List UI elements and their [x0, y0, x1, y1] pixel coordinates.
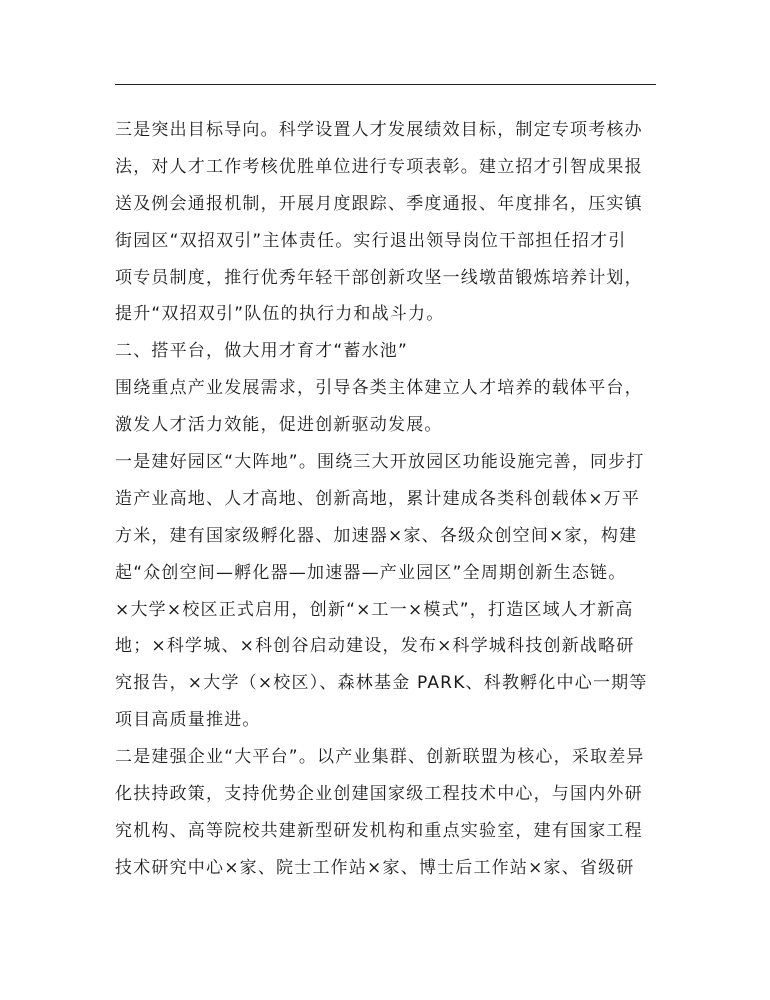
body-text [115, 112, 675, 887]
text-line-16: 究报告，×大学（×校区）、森林基金 PARK、科教孵化中心一期等 [115, 673, 648, 694]
text-line-8: 围绕重点产业发展需求，引导各类主体建立人才培养的载体平台， [115, 378, 643, 399]
text-line-14: ×大学×校区正式启用，创新“×工一×模式”，打造区域人才新高 [115, 599, 634, 620]
text-line-2: 法，对人才工作考核优胜单位进行专项表彰。建立招才引智成果报 [115, 156, 643, 177]
text-line-20: 究机构、高等院校共建新型研发机构和重点实验室，建有国家工程 [115, 820, 643, 841]
text-line-9: 激发人才活力效能，促进创新驱动发展。 [115, 415, 443, 436]
header-rule [115, 84, 656, 85]
text-line-15: 地；×科学城、×科创谷启动建设，发布×科学城科技创新战略研 [115, 636, 635, 657]
text-line-6: 提升“双招双引”队伍的执行力和战斗力。 [115, 304, 445, 325]
text-line-21: 技术研究中心×家、院士工作站×家、博士后工作站×家、省级研 [115, 857, 635, 878]
text-line-1: 三是突出目标导向。科学设置人才发展绩效目标，制定专项考核办 [115, 120, 643, 140]
text-line-10: 一是建好园区“大阵地”。围绕三大开放园区功能设施完善，同步打 [115, 452, 645, 473]
text-line-4: 街园区“双招双引”主体责任。实行退出领导岗位干部担任招才引 [115, 230, 627, 251]
text-line-13: 起“众创空间—孵化器—加速器—产业园区”全周期创新生态链。 [115, 562, 627, 583]
text-line-3: 送及例会通报机制，开展月度跟踪、季度通报、年度排名，压实镇 [115, 193, 643, 214]
text-line-11: 造产业高地、人才高地、创新高地，累计建成各类科创载体×万平 [115, 488, 641, 509]
text-line-17: 项目高质量推进。 [115, 710, 261, 731]
text-line-19: 化扶持政策，支持优势企业创建国家级工程技术中心，与国内外研 [115, 784, 643, 805]
text-line-18: 二是建强企业“大平台”。以产业集群、创新联盟为核心，采取差异 [115, 747, 645, 768]
text-line-5: 项专员制度，推行优秀年轻干部创新攻坚一线墩苗锻炼培养计划， [115, 267, 643, 288]
text-line-12: 方米，建有国家级孵化器、加速器×家、各级众创空间×家，构建 [115, 525, 638, 546]
section-heading: 二、搭平台，做大用才育才“蓄水池” [115, 341, 409, 362]
